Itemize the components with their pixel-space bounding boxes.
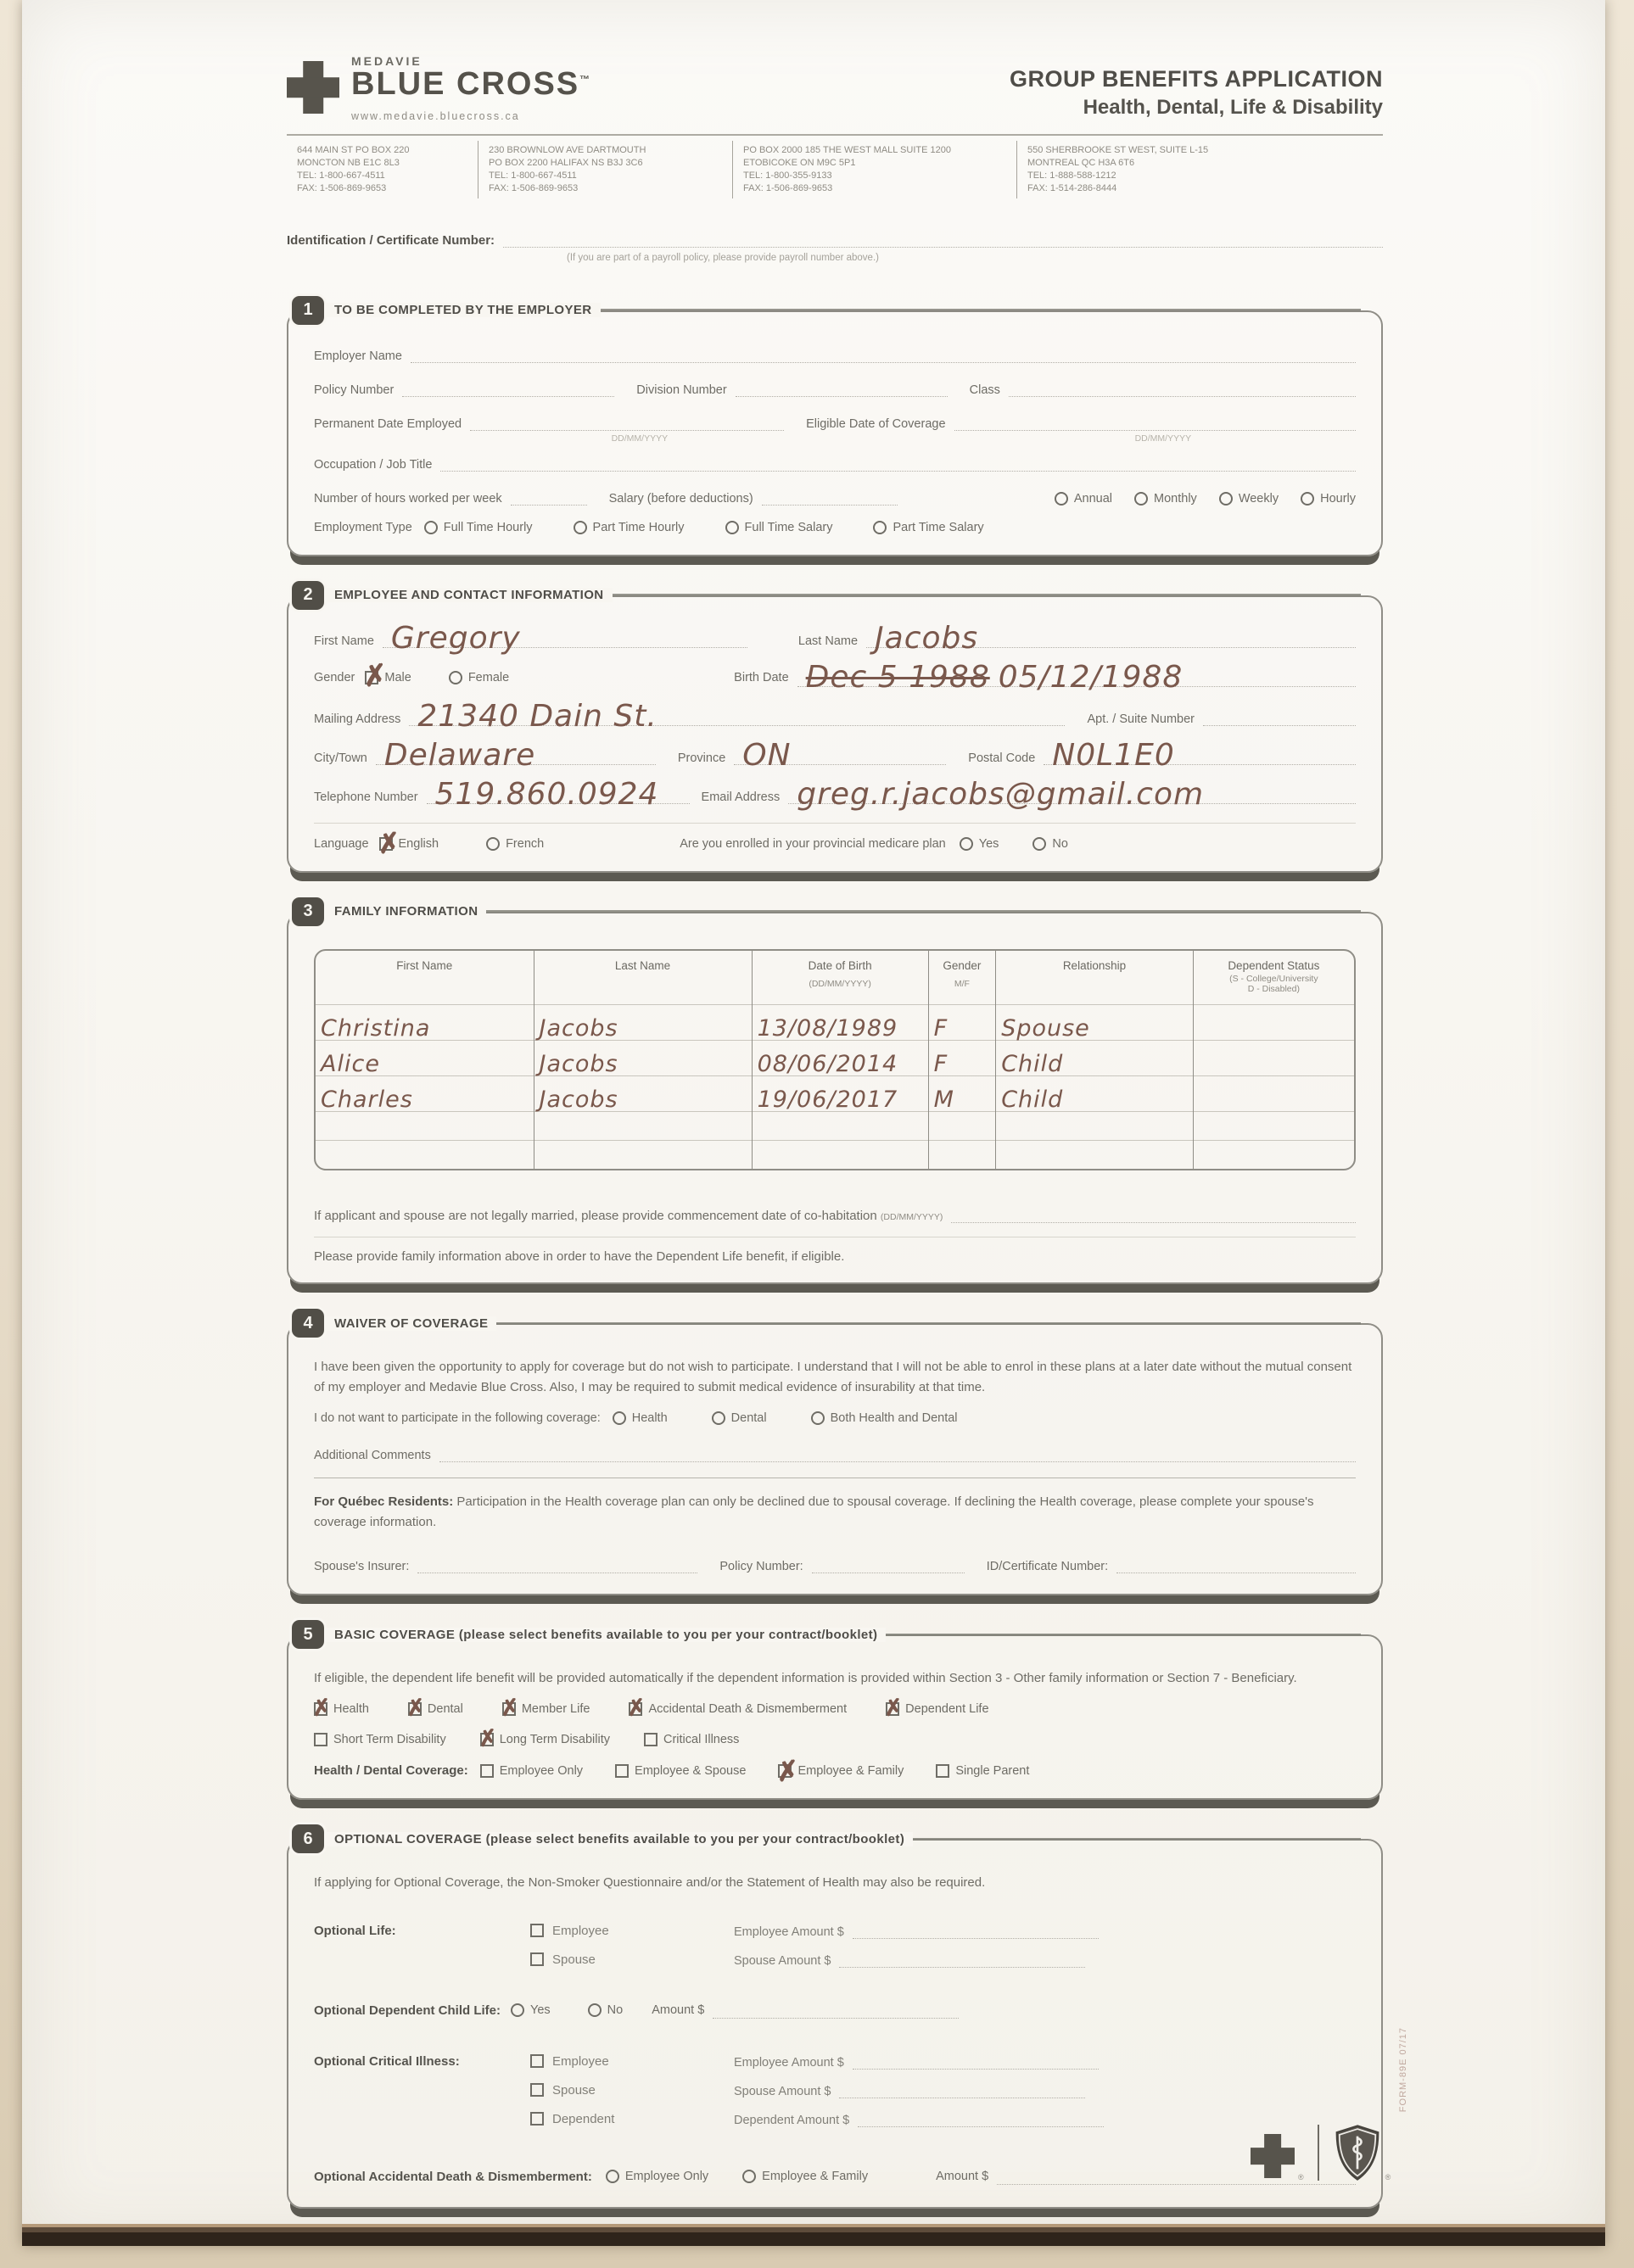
hours-label: Number of hours worked per week: [314, 491, 502, 506]
form-code: FORM-89E 07/17: [1398, 2027, 1408, 2113]
radio-medicare-no[interactable]: [1032, 837, 1046, 851]
registered-mark: ®: [1298, 2173, 1304, 2181]
decline-label: I do not want to participate in the following coverage:: [314, 1411, 601, 1426]
footer-divider: [1318, 2125, 1319, 2181]
checkbox-optional-life-employee[interactable]: [530, 1924, 544, 1937]
optional-dependent-child-life-label: Optional Dependent Child Life:: [314, 2003, 501, 2018]
table-row[interactable]: Christina Jacobs 13/08/1989 F Spouse: [316, 1004, 1354, 1040]
checkbox-critical-illness[interactable]: [644, 1733, 658, 1746]
salary-field[interactable]: [762, 487, 898, 506]
dependent-life-note: Please provide family information above in order to have the Dependent Life benefit, if eligible.: [314, 1237, 1356, 1264]
checkbox-male[interactable]: [361, 658, 389, 694]
cohabitation-date-field[interactable]: [951, 1204, 1356, 1223]
checkbox-health[interactable]: [311, 1694, 333, 1722]
province-field[interactable]: ON: [734, 746, 946, 765]
eligible-date-field[interactable]: [954, 412, 1356, 444]
city-label: City/Town: [314, 751, 367, 765]
radio-child-life-no[interactable]: [588, 2003, 602, 2017]
critical-spouse-amount-field[interactable]: [839, 2081, 1085, 2098]
checkbox-member-life[interactable]: [499, 1694, 521, 1722]
section-title: EMPLOYEE AND CONTACT INFORMATION: [324, 588, 613, 602]
identification-hint: (If you are part of a payroll policy, please provide payroll number above.): [567, 252, 879, 263]
x-mark: ✗: [311, 1694, 333, 1722]
section-number-badge: 3: [292, 897, 324, 926]
employer-name-label: Employer Name: [314, 349, 402, 363]
division-number-label: Division Number: [636, 383, 727, 397]
x-mark: ✗: [775, 1754, 802, 1788]
col-dob: Date of Birth (DD/MM/YYYY): [752, 951, 928, 1005]
radio-add-employee-family[interactable]: [742, 2170, 756, 2183]
policy-number-label: Policy Number: [314, 383, 395, 397]
additional-comments-field[interactable]: [439, 1444, 1356, 1462]
registered-mark: ®: [1385, 2173, 1391, 2181]
table-row[interactable]: [316, 1111, 1354, 1140]
checkbox-english[interactable]: [375, 826, 402, 860]
section-title: OPTIONAL COVERAGE (please select benefits available to you per your contract/booklet): [324, 1832, 913, 1846]
x-mark: ✗: [625, 1694, 647, 1722]
spouse-insurer-label: Spouse's Insurer:: [314, 1560, 410, 1574]
col-dependent-status: Dependent Status (S - College/University D - Disabled): [1193, 951, 1354, 1005]
checkbox-critical-employee[interactable]: [530, 2054, 544, 2068]
additional-comments-label: Additional Comments: [314, 1449, 431, 1463]
checkbox-add[interactable]: [625, 1694, 647, 1722]
radio-medicare-yes[interactable]: [960, 837, 973, 851]
hours-field[interactable]: [511, 487, 587, 506]
section-title: FAMILY INFORMATION: [324, 904, 486, 919]
id-certificate-label: ID/Certificate Number:: [986, 1560, 1109, 1574]
health-dental-coverage-label: Health / Dental Coverage:: [314, 1763, 468, 1779]
medavie-blue-cross-logo: [287, 54, 591, 122]
scanned-form-paper: [22, 0, 1605, 2246]
photo-background-edge: [22, 2224, 1605, 2246]
checkbox-dependent-life[interactable]: [882, 1694, 904, 1722]
section-optional-coverage: 6 OPTIONAL COVERAGE (please select benefits available to you per your contract/booklet) If applying for Optional Coverage, the Non-Smoker Questionnaire and/or the Statement of Health may also be required. Optional Life: Employee Employee Amount $ Spouse Spouse Amount $ Optional Dependent Child Life: Yes No Amount $ Optional Critical Illness: Employee Employee Amount $ Spouse Spouse Amount $ Dependent Dependent Amount $ Optional Accidental Death & Dismemberment: Employee Only Employee & Family Amount $: [287, 1839, 1383, 2209]
waiver-policy-number-field[interactable]: [812, 1555, 965, 1573]
province-label: Province: [677, 751, 726, 765]
radio-monthly[interactable]: [1134, 492, 1148, 506]
table-row[interactable]: [316, 1140, 1354, 1169]
city-field[interactable]: Delaware: [376, 746, 656, 765]
section-number-badge: 1: [292, 296, 324, 325]
checkbox-short-term-disability[interactable]: [314, 1733, 327, 1746]
radio-child-life-yes[interactable]: [511, 2003, 524, 2017]
family-table: [314, 949, 1356, 1171]
section-title: BASIC COVERAGE (please select benefits available to you per your contract/booklet): [324, 1628, 886, 1642]
section-number-badge: 6: [292, 1824, 324, 1853]
spouse-insurer-field[interactable]: [417, 1555, 697, 1573]
language-label: Language: [314, 836, 369, 851]
section-employee-contact: 2 EMPLOYEE AND CONTACT INFORMATION First Name Gregory Last Name Jacobs Gender ✗ Male Female Birth Date Dec 5 1988 05/12/1988 Mailing Address 21340 Dain St. Apt. / Suite Number City/Town Delaware Province ON Postal Code N0L1E0 Telephone Number 519.860.0924 Email Address greg.r.jacobs@gmail.com Language ✗ English French Are you enrolled in your provincial medicare plan Yes No: [287, 595, 1383, 873]
division-number-field[interactable]: [736, 378, 948, 397]
col-first-name: First Name: [396, 958, 453, 972]
radio-french[interactable]: [486, 837, 500, 851]
employer-name-field[interactable]: [411, 344, 1356, 363]
office-moncton: 644 MAIN ST PO BOX 220 MONCTON NB E1C 8L3 TEL: 1-800-667-4511 FAX: 1-506-869-9653: [297, 144, 410, 193]
blue-cross-plus-icon: [287, 61, 339, 114]
page-title: GROUP BENEFITS APPLICATION: [1009, 66, 1383, 92]
waiver-paragraph: I have been given the opportunity to apply for coverage but do not wish to participate. I understand that I will not be able to enrol in these plans at a later date without the mutual consent of my employer and Medavie Blue Cross. Also, I may be required to submit medical evidence of insurability at that time.: [314, 1360, 1352, 1395]
gender-label: Gender: [314, 670, 355, 684]
x-mark: ✗: [375, 826, 402, 860]
brand-website: www.medavie.bluecross.ca: [351, 109, 520, 122]
office-etobicoke: PO BOX 2000 185 THE WEST MALL SUITE 1200 ETOBICOKE ON M9C 5P1 TEL: 1-800-355-9133 FAX: 1-506-869-9653: [732, 141, 1016, 198]
header-divider: [287, 134, 1383, 136]
radio-add-employee-only[interactable]: [606, 2170, 619, 2183]
postal-code-label: Postal Code: [968, 751, 1036, 765]
radio-annual[interactable]: [1055, 492, 1068, 506]
telephone-field[interactable]: 519.860.0924: [427, 785, 690, 804]
brand-main: BLUE CROSS™: [351, 66, 592, 102]
col-last-name: Last Name: [534, 951, 752, 1005]
radio-full-time-salary[interactable]: [725, 521, 739, 534]
permanent-date-label: Permanent Date Employed: [314, 416, 462, 431]
apt-field[interactable]: [1203, 707, 1356, 726]
blue-cross-footer-icon: [1251, 2134, 1295, 2178]
section-title-rule: [886, 1634, 1361, 1636]
cohabitation-note: If applicant and spouse are not legally married, please provide commencement date of co-habitation (DD/MM/YYYY): [314, 1209, 943, 1224]
quebec-residents-note: For Québec Residents: Participation in the Health coverage plan can only be declined due to spousal coverage. If declining the Health coverage, please complete your spouse's coverage information.: [314, 1494, 1314, 1530]
section-employer: 1 TO BE COMPLETED BY THE EMPLOYER Employer Name Policy Number Division Number Class Permanent Date Employed DD/MM/YYYY Eligible Date of Coverage DD/MM/YYYY Occupation / Job Title Number of hours worked per week Salary (before deductions) Annual Monthly Weekly Hourly Employment Type Full Time Hourly Part Time Hourly Full Time Salary Part Time Salary: [287, 310, 1383, 556]
birth-date-field[interactable]: Dec 5 1988 05/12/1988: [797, 668, 1356, 687]
radio-decline-dental[interactable]: [712, 1411, 725, 1425]
salary-label: Salary (before deductions): [608, 491, 753, 506]
section-number-badge: 5: [292, 1620, 324, 1649]
x-mark: ✗: [882, 1694, 904, 1722]
section-title-rule: [613, 594, 1361, 596]
identification-label: Identification / Certificate Number:: [287, 232, 495, 248]
last-name-field[interactable]: Jacobs: [866, 629, 1356, 648]
checkbox-employee-spouse[interactable]: [615, 1764, 629, 1778]
eligible-date-label: Eligible Date of Coverage: [806, 416, 946, 431]
radio-part-time-salary[interactable]: [873, 521, 887, 534]
radio-hourly[interactable]: [1301, 492, 1314, 506]
optional-life-label: Optional Life:: [314, 1923, 396, 1938]
page-subtitle: Health, Dental, Life & Disability: [1083, 96, 1383, 119]
spouse-amount-label: Spouse Amount $: [734, 1954, 831, 1969]
office-addresses: [287, 141, 1383, 198]
section-family-information: [287, 902, 1383, 1285]
class-field[interactable]: [1009, 378, 1356, 397]
permanent-date-field[interactable]: [470, 412, 784, 444]
x-mark: ✗: [405, 1694, 427, 1722]
postal-code-field[interactable]: N0L1E0: [1044, 746, 1356, 765]
radio-part-time-hourly[interactable]: [574, 521, 587, 534]
section-title-rule: [486, 910, 1361, 913]
section-waiver-of-coverage: 4 WAIVER OF COVERAGE I have been given the opportunity to apply for coverage but do not wish to participate. I understand that I will not be able to enrol in these plans at a later date without the mutual consent of my employer and Medavie Blue Cross. Also, I may be required to submit medical evidence of insurability at that time. I do not want to participate in the following coverage: Health Dental Both Health and Dental Additional Comments For Québec Residents: Participation in the Health coverage plan can only be declined due to spousal coverage. If declining the Health coverage, please complete your spouse's coverage information. Spouse's Insurer: Policy Number: ID/Certificate Number:: [287, 1323, 1383, 1595]
radio-weekly[interactable]: [1219, 492, 1233, 506]
col-relationship: Relationship: [996, 951, 1194, 1005]
checkbox-critical-dependent[interactable]: [530, 2112, 544, 2126]
office-montreal: 550 SHERBROOKE ST WEST, SUITE L-15 MONTREAL QC H3A 6T6 TEL: 1-888-588-1212 FAX: 1-514-286-8444: [1016, 141, 1296, 198]
radio-female[interactable]: [449, 671, 462, 684]
date-format-hint: DD/MM/YYYY: [611, 433, 669, 444]
x-mark: ✗: [477, 1724, 499, 1752]
checkbox-critical-spouse[interactable]: [530, 2083, 544, 2097]
medicare-question: Are you enrolled in your provincial medicare plan: [680, 836, 946, 851]
optional-coverage-paragraph: If applying for Optional Coverage, the Non-Smoker Questionnaire and/or the Statement of Health may also be required.: [314, 1875, 986, 1891]
class-label: Class: [969, 383, 1000, 397]
radio-full-time-hourly[interactable]: [424, 521, 438, 534]
telephone-label: Telephone Number: [314, 790, 418, 804]
form-header: [287, 54, 1383, 122]
occupation-field[interactable]: [440, 453, 1356, 472]
section-title-rule: [913, 1838, 1361, 1841]
checkbox-employee-only[interactable]: [480, 1764, 494, 1778]
section-title-rule: [496, 1322, 1361, 1325]
email-field[interactable]: greg.r.jacobs@gmail.com: [788, 785, 1356, 804]
checkbox-employee-family[interactable]: [775, 1754, 802, 1788]
optional-critical-illness-label: Optional Critical Illness:: [314, 2053, 460, 2069]
employee-amount-field[interactable]: [853, 1922, 1099, 1939]
first-name-field[interactable]: Gregory: [383, 629, 747, 648]
checkbox-dental[interactable]: [405, 1694, 427, 1722]
basic-coverage-paragraph: If eligible, the dependent life benefit will be provided automatically if the dependent information is provided within Section 3 - Other family information or Section 7 - Beneficiary.: [314, 1671, 1297, 1686]
critical-employee-amount-field[interactable]: [853, 2053, 1099, 2070]
policy-number-field[interactable]: [402, 378, 614, 397]
mailing-address-field[interactable]: 21340 Dain St.: [409, 707, 1065, 726]
occupation-label: Occupation / Job Title: [314, 457, 433, 472]
add-amount-label: Amount $: [936, 2170, 989, 2184]
optional-add-label: Optional Accidental Death & Dismemberment:: [314, 2169, 592, 2184]
section-title: TO BE COMPLETED BY THE EMPLOYER: [324, 303, 601, 317]
first-name-label: First Name: [314, 634, 374, 648]
birth-date-label: Birth Date: [734, 670, 789, 684]
mailing-address-label: Mailing Address: [314, 712, 401, 726]
section-number-badge: 4: [292, 1309, 324, 1338]
last-name-label: Last Name: [797, 634, 859, 648]
section-basic-coverage: 5 BASIC COVERAGE (please select benefits available to you per your contract/booklet) If eligible, the dependent life benefit will be provided automatically if the dependent information is provided within Section 3 - Other family information or Section 7 - Beneficiary. ✗ Health ✗ Dental ✗ Member Life ✗ Accidental Death & Dismemberment ✗ Dependent Life Short Term Disability ✗ Long Term Disability Critical Illness Health / Dental Coverage: Employee Only Employee & Spouse ✗ Employee & Family Single Parent: [287, 1634, 1383, 1800]
table-row[interactable]: Alice Jacobs 08/06/2014 F Child: [316, 1040, 1354, 1075]
identification-field[interactable]: [503, 229, 1383, 248]
x-mark: ✗: [499, 1694, 521, 1722]
critical-dependent-amount-field[interactable]: [858, 2110, 1104, 2127]
waiver-policy-number-label: Policy Number:: [719, 1560, 803, 1574]
footer-brand-marks: [1251, 2124, 1391, 2181]
spouse-amount-field[interactable]: [839, 1951, 1085, 1968]
x-mark: ✗: [361, 658, 389, 694]
checkbox-single-parent[interactable]: [936, 1764, 949, 1778]
office-dartmouth: 230 BROWNLOW AVE DARTMOUTH PO BOX 2200 HALIFAX NS B3J 3C6 TEL: 1-800-667-4511 FAX: 1-506-869-9653: [478, 141, 732, 198]
blue-shield-footer-icon: [1333, 2124, 1382, 2181]
email-label: Email Address: [701, 790, 781, 804]
checkbox-long-term-disability[interactable]: [477, 1724, 499, 1752]
radio-decline-both[interactable]: [811, 1411, 825, 1425]
section-title-rule: [601, 309, 1361, 311]
checkbox-optional-life-spouse[interactable]: [530, 1952, 544, 1966]
child-life-amount-field[interactable]: [713, 2002, 959, 2019]
identification-block: [287, 229, 1383, 263]
table-row[interactable]: Charles Jacobs 19/06/2017 M Child: [316, 1075, 1354, 1111]
employee-amount-label: Employee Amount $: [734, 1925, 844, 1940]
apt-label: Apt. / Suite Number: [1087, 712, 1195, 726]
brand-top: MEDAVIE: [351, 54, 422, 68]
employment-type-label: Employment Type: [314, 520, 412, 534]
section-title: WAIVER OF COVERAGE: [324, 1316, 496, 1331]
child-life-amount-label: Amount $: [652, 2003, 705, 2018]
section-number-badge: 2: [292, 581, 324, 610]
radio-decline-health[interactable]: [613, 1411, 626, 1425]
col-gender: Gender M/F: [928, 951, 996, 1005]
document-title: [1010, 54, 1383, 120]
critical-dependent-amount-label: Dependent Amount $: [734, 2114, 850, 2128]
id-certificate-field[interactable]: [1116, 1555, 1356, 1573]
date-format-hint: DD/MM/YYYY: [1134, 433, 1192, 444]
critical-employee-amount-label: Employee Amount $: [734, 2056, 844, 2070]
critical-spouse-amount-label: Spouse Amount $: [734, 2085, 831, 2099]
